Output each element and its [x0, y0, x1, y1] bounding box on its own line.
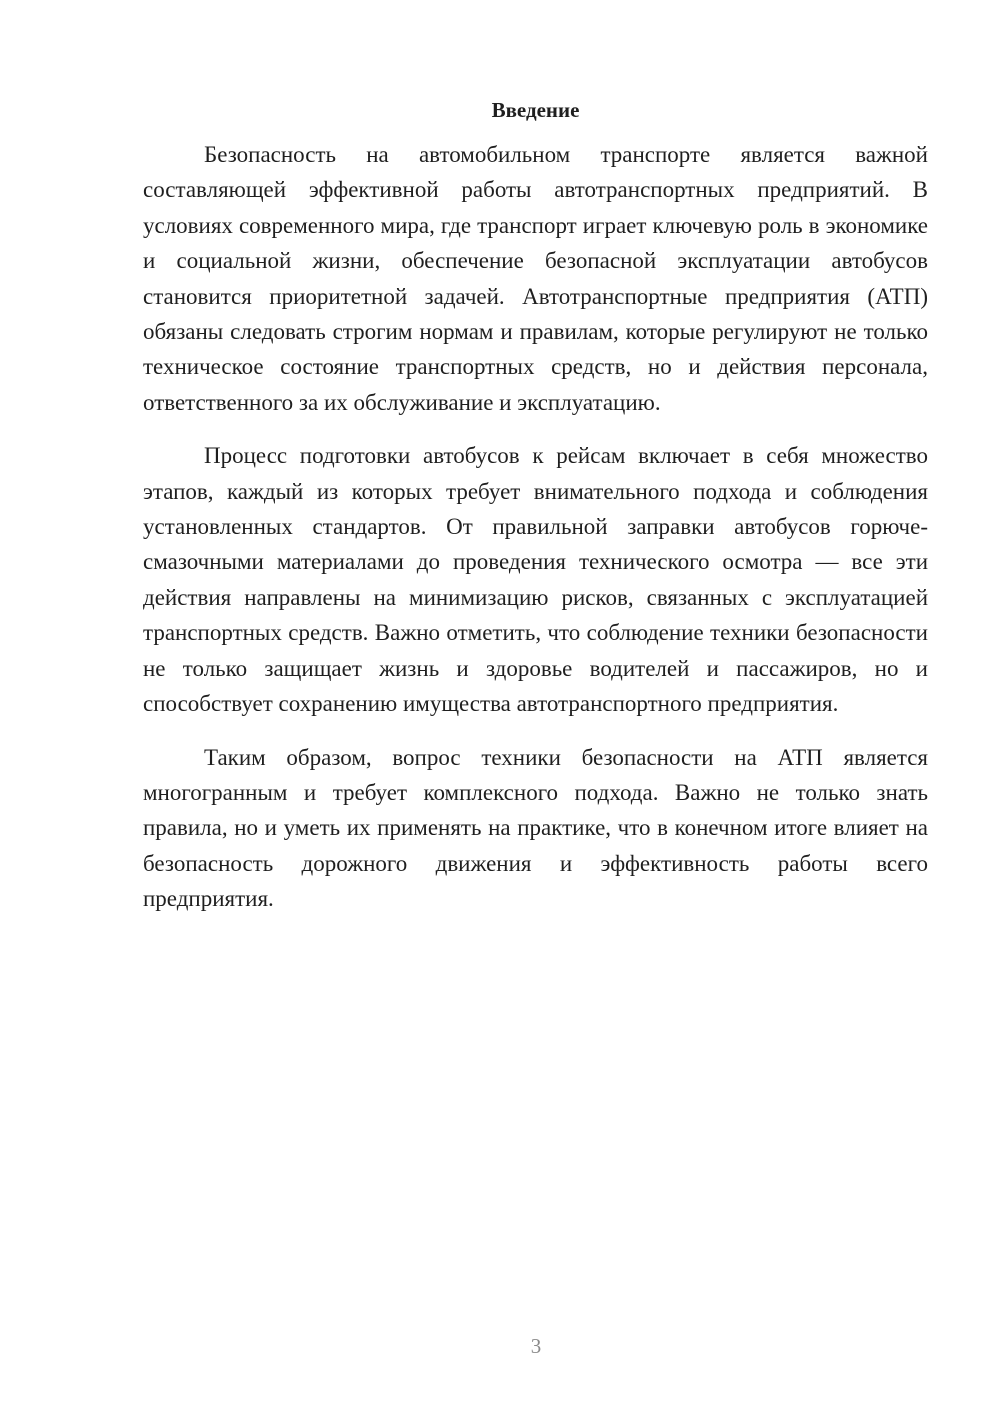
- page-content: [143, 95, 928, 935]
- paragraph-conclusion: Таким образом, вопрос техники безопасности на АТП является многогранным и требует комплексного подхода. Важно не только знать правила, но и уметь их применять на практике, что в конечном итоге влияет на безопасность дорожного движения и эффективность работы всего предприятия.: [143, 744, 928, 912]
- page-number: 3: [530, 1334, 542, 1358]
- paragraph-preparation: Процесс подготовки автобусов к рейсам включает в себя множество этапов, каждый из которых требует внимательного подхода и соблюдения установленных стандартов. От правильной заправки автобусов горюче-смазочными материалами до проведения технического осмотра — все эти действия направлены на минимизацию рисков, связанных с эксплуатацией транспортных средств. Важно отметить, что соблюдение техники безопасности не только защищает жизнь и здоровье водителей и пассажиров, но и способствует сохранению имущества автотранспортного предприятия.: [143, 443, 928, 717]
- section-title: Введение: [491, 98, 580, 122]
- paragraph-intro: Безопасность на автомобильном транспорте является важной составляющей эффективной работы автотранспортных предприятий. В условиях современного мира, где транспорт играет ключевую роль в экономике и социальной жизни, обеспечение безопасной эксплуатации автобусов становится приоритетной задачей. Автотранспортные предприятия (АТП) обязаны следовать строгим нормам и правилам, которые регулируют не только техническое состояние транспортных средств, но и действия персонала, ответственного за их обслуживание и эксплуатацию.: [143, 142, 928, 415]
